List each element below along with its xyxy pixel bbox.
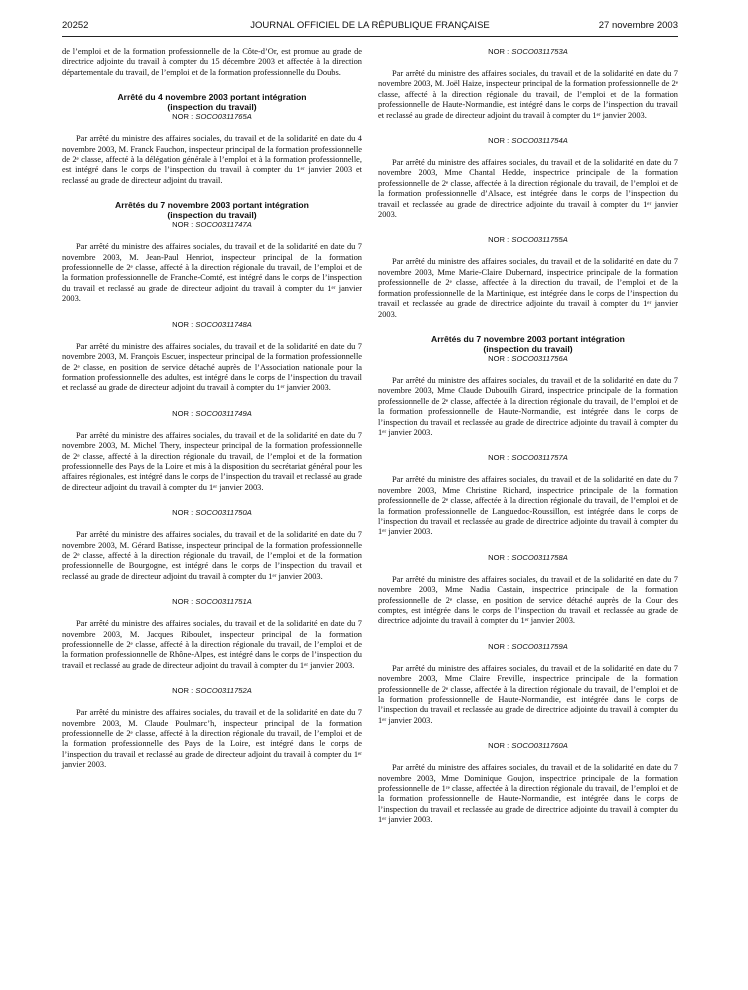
nor-code: SOCO0311751A (195, 597, 252, 607)
decree-paragraph: Par arrêté du ministre des affaires sociales, du travail et de la solidarité en date du 7 novembre 2003, Mme Nadia Castain, inspectrice principale de la formation professionnelle de 2ᵉ classe, en position de service détaché auprès de la Cour des comptes, est intégrée dans le corps de l’inspection du travail et reclassée au grade de directrice adjointe du travail à compter du 1ᵉʳ janvier 2003. (378, 574, 678, 626)
decree-paragraph: Par arrêté du ministre des affaires sociales, du travail et de la solidarité en date du 7 novembre 2003, Mme Claire Freville, inspectrice principale de la formation professionnelle de 2ᵉ classe, affectée à la direction régionale du travail, de l’emploi et de la formation professionnelle de Haute-Normandie, est intégrée dans le corps de l’inspection du travail et reclassée au grade de directrice adjointe du travail à compter du 1ᵉʳ janvier 2003. (378, 663, 678, 725)
section-heading: Arrêté du 4 novembre 2003 portant intégration (117, 92, 307, 103)
nor-reference (378, 235, 678, 245)
page-number: 20252 (62, 20, 89, 31)
nor-reference (62, 112, 362, 122)
nor-reference (378, 354, 678, 364)
right-column (378, 47, 678, 826)
decree-paragraph: Par arrêté du ministre des affaires sociales, du travail et de la solidarité en date du 7 novembre 2003, M. Claude Poulmarc’h, inspecteur principal de la formation professionnelle de 2ᵉ classe, affecté à la direction régionale du travail, de l’emploi et de la formation professionnelle des Pays de la Loire, est intégré dans le corps de l’inspection du travail et reclassé au grade de directeur adjoint du travail à compter du 1ᵉʳ janvier 2003. (62, 708, 362, 770)
nor-label: NOR : (488, 641, 510, 651)
nor-label: NOR : (172, 597, 194, 607)
nor-label: NOR : (172, 686, 194, 696)
nor-code: SOCO0311756A (511, 353, 568, 363)
nor-code: SOCO0311750A (195, 508, 252, 518)
left-column (62, 47, 362, 771)
nor-label: NOR : (172, 319, 194, 329)
nor-reference (378, 553, 678, 563)
nor-code: SOCO0311752A (195, 686, 252, 696)
nor-reference (62, 508, 362, 518)
page-header (62, 20, 678, 34)
nor-reference (378, 453, 678, 463)
nor-reference (62, 220, 362, 230)
nor-reference (62, 686, 362, 696)
nor-label: NOR : (172, 220, 194, 230)
decree-paragraph: Par arrêté du ministre des affaires sociales, du travail et de la solidarité en date du 7 novembre 2003, M. Joël Haize, inspecteur principal de la formation professionnelle de 2ᵉ classe, affecté à la direction régionale du travail, de l’emploi et de la formation professionnelle de Haute-Normandie, est intégré dans le corps de l’inspection du travail et reclassé au grade de directeur adjoint du travail à compter du 1ᵉʳ janvier 2003. (378, 69, 678, 120)
nor-label: NOR : (488, 136, 510, 146)
nor-reference (378, 741, 678, 751)
nor-reference (62, 320, 362, 330)
nor-label: NOR : (488, 741, 510, 751)
section-heading: Arrêtés du 7 novembre 2003 portant intégration (115, 200, 309, 211)
decree-paragraph: Par arrêté du ministre des affaires sociales, du travail et de la solidarité en date du 7 novembre 2003, Mme Marie-Claire Dubernard, inspectrice principale de la formation professionnelle de 2ᵉ classe, affectée à la direction du travail, de l’emploi et de la formation professionnelle de la Martinique, est intégrée dans le corps de l’inspection du travail et reclassée au grade de directrice adjointe du travail à compter du 1ᵉʳ janvier 2003. (378, 257, 678, 319)
nor-code: SOCO0311749A (195, 408, 252, 418)
nor-label: NOR : (488, 235, 510, 245)
section-subheading: (inspection du travail) (167, 210, 257, 221)
nor-code: SOCO0311754A (511, 136, 568, 146)
nor-reference (378, 47, 678, 57)
nor-code: SOCO0311748A (195, 319, 252, 329)
journal-title: JOURNAL OFFICIEL DE LA RÉPUBLIQUE FRANÇAISE (250, 20, 490, 31)
nor-reference (62, 409, 362, 419)
continuation-paragraph: de l’emploi et de la formation professionnelle de la Côte-d’Or, est promue au grade de directrice adjointe du travail à compter du 15 décembre 2003 et affectée à la direction départementale du travail, de l’emploi et de la formation professionnelle du Doubs. (62, 47, 362, 77)
decree-paragraph: Par arrêté du ministre des affaires sociales, du travail et de la solidarité en date du 7 novembre 2003, M. François Escuer, inspecteur principal de la formation professionnelle de 2ᵉ classe, en position de service détaché auprès de l’Association nationale pour la formation professionnelle des adultes, est intégré dans le corps de l’inspection du travail et reclassé au grade de directeur adjoint du travail à compter du 1ᵉʳ janvier 2003. (62, 341, 362, 393)
nor-reference (62, 597, 362, 607)
decree-paragraph: Par arrêté du ministre des affaires sociales, du travail et de la solidarité en date du 7 novembre 2003, M. Jacques Riboulet, inspecteur principal de la formation professionnelle de 2ᵉ classe, affecté à la direction régionale du travail, de l’emploi et de la formation professionnelle de Rhône-Alpes, est intégré dans le corps de l’inspection du travail et reclassé au grade de directeur adjoint du travail à compter du 1ᵉʳ janvier 2003. (62, 619, 362, 670)
decree-paragraph: Par arrêté du ministre des affaires sociales, du travail et de la solidarité en date du 7 novembre 2003, M. Gérard Batisse, inspecteur principal de la formation professionnelle de 2ᵉ classe, affecté à la direction régionale du travail, de l’emploi et de la formation professionnelle de Bourgogne, est intégré dans le corps de l’inspection du travail et reclassé au grade de directeur adjoint du travail à compter du 1ᵉʳ janvier 2003. (62, 530, 362, 581)
nor-label: NOR : (172, 508, 194, 518)
section-heading: Arrêtés du 7 novembre 2003 portant intégration (431, 333, 625, 344)
decree-paragraph: Par arrêté du ministre des affaires sociales, du travail et de la solidarité en date du 4 novembre 2003, M. Franck Fauchon, inspecteur principal de la formation professionnelle de 2ᵉ classe, affecté à la délégation générale à l’emploi et à la formation professionnelle, est intégré dans le corps de l’inspection du travail à compter du 1ᵉʳ janvier 2003 et reclassé au grade de directeur adjoint du travail. (62, 134, 362, 185)
nor-code: SOCO0311753A (511, 47, 568, 56)
nor-label: NOR : (488, 353, 510, 363)
nor-label: NOR : (488, 453, 510, 463)
nor-label: NOR : (488, 47, 510, 56)
decree-paragraph: Par arrêté du ministre des affaires sociales, du travail et de la solidarité en date du 7 novembre 2003, M. Michel Thery, inspecteur principal de la formation professionnelle de 2ᵉ classe, affecté à la direction régionale du travail, de l’emploi et de la formation professionnelle des Pays de la Loire et mis à la disposition du secrétariat général pour les affaires régionales, est intégré dans le corps de l’inspection du travail et reclassé au grade de directeur adjoint du travail à compter du 1ᵉʳ janvier 2003. (62, 430, 362, 492)
decree-paragraph: Par arrêté du ministre des affaires sociales, du travail et de la solidarité en date du 7 novembre 2003, Mme Christine Richard, inspectrice principale de la formation professionnelle de 2ᵉ classe, affectée à la direction régionale du travail, de l’emploi et de la formation professionnelle de Languedoc-Roussillon, est intégrée dans le corps de l’inspection du travail et reclassée au grade de directrice adjointe du travail à compter du 1ᵉʳ janvier 2003. (378, 475, 678, 537)
issue-date: 27 novembre 2003 (598, 20, 678, 31)
nor-code: SOCO0311757A (511, 453, 568, 463)
nor-code: SOCO0311747A (195, 220, 252, 230)
nor-code: SOCO0311760A (511, 741, 568, 751)
section-subheading: (inspection du travail) (483, 343, 573, 354)
nor-reference (378, 136, 678, 146)
section-subheading: (inspection du travail) (167, 102, 257, 113)
decree-paragraph: Par arrêté du ministre des affaires sociales, du travail et de la solidarité en date du 7 novembre 2003, Mme Claude Dubouilh Girard, inspectrice principale de la formation professionnelle de 2ᵉ classe, affectée à la direction régionale du travail, de l’emploi et de la formation professionnelle de Haute-Normandie, est intégrée dans le corps de l’inspection du travail et reclassée au grade de directrice adjointe du travail à compter du 1ᵉʳ janvier 2003. (378, 375, 678, 437)
nor-label: NOR : (172, 112, 194, 122)
nor-label: NOR : (172, 408, 194, 418)
nor-label: NOR : (488, 552, 510, 562)
decree-paragraph: Par arrêté du ministre des affaires sociales, du travail et de la solidarité en date du 7 novembre 2003, M. Jean-Paul Henriot, inspecteur principal de la formation professionnelle de 2ᵉ classe, affecté à la direction régionale du travail, de l’emploi et de la formation professionnelle de Franche-Comté, est intégré dans le corps de l’inspection du travail et reclassé au grade de directeur adjoint du travail à compter du 1ᵉʳ janvier 2003. (62, 242, 362, 304)
header-rule (62, 36, 678, 37)
nor-reference (378, 642, 678, 652)
nor-code: SOCO0311758A (511, 552, 568, 562)
decree-paragraph: Par arrêté du ministre des affaires sociales, du travail et de la solidarité en date du 7 novembre 2003, Mme Chantal Hedde, inspectrice principale de la formation professionnelle de 2ᵉ classe, affectée à la direction régionale du travail, de l’emploi et de la formation professionnelle d’Alsace, est intégrée dans le corps de l’inspection du travail et reclassée au grade de directrice adjointe du travail à compter du 1ᵉʳ janvier 2003. (378, 158, 678, 220)
decree-paragraph: Par arrêté du ministre des affaires sociales, du travail et de la solidarité en date du 7 novembre 2003, Mme Dominique Goujon, inspectrice principale de la formation professionnelle de 1ʳᵉ classe, affectée à la direction régionale du travail, de l’emploi et de la formation professionnelle de Haute-Normandie, est intégrée dans le corps de l’inspection du travail et reclassée au grade de directrice adjointe du travail à compter du 1ᵉʳ janvier 2003. (378, 763, 678, 825)
nor-code: SOCO0311759A (511, 641, 568, 651)
nor-code: SOCO0311755A (511, 235, 568, 245)
nor-code: SOCO0311765A (195, 112, 252, 122)
